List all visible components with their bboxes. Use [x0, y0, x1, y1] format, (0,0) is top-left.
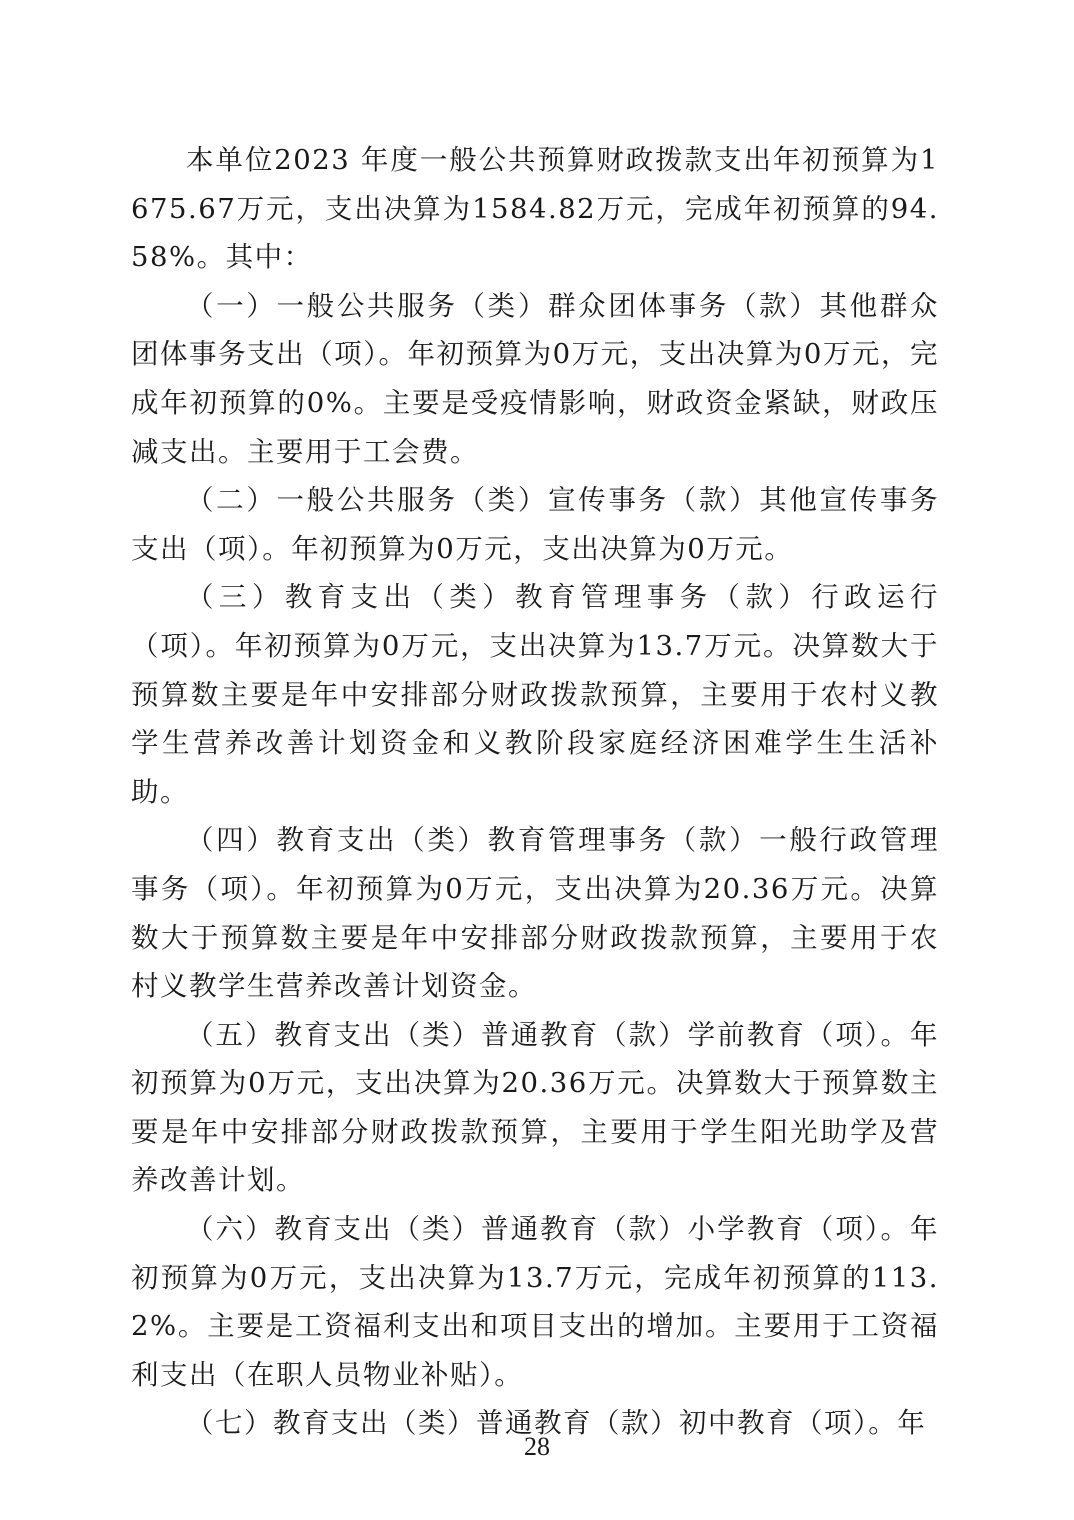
paragraph-summary: 本单位2023 年度一般公共预算财政拨款支出年初预算为1675.67万元，支出决算为1584.82万元，完成年初预算的94.58%。其中： [131, 144, 939, 274]
paragraph-item-6: （六）教育支出（类）普通教育（款）小学教育（项）。年初预算为0万元，支出决算为13.7万元，完成年初预算的113.2%。主要是工资福利支出和项目支出的增加。主要用于工资福利支出（在职人员物业补贴）。 [131, 1213, 939, 1391]
paragraph-item-5: （五）教育支出（类）普通教育（款）学前教育（项）。年初预算为0万元，支出决算为20.36万元。决算数大于预算数主要是年中安排部分财政拨款预算，主要用于学生阳光助学及营养改善计划。 [131, 1018, 939, 1197]
paragraph-item-4: （四）教育支出（类）教育管理事务（款）一般行政管理事务（项）。年初预算为0万元，支出决算为20.36万元。决算数大于预算数主要是年中安排部分财政拨款预算，主要用于农村义教学生营养改善计划资金。 [131, 824, 939, 1003]
paragraph-item-1: （一）一般公共服务（类）群众团体事务（款）其他群众团体事务支出（项）。年初预算为0万元，支出决算为0万元，完成年初预算的0%。主要是受疫情影响，财政资金紧缺，财政压减支出。主要用于工会费。 [131, 289, 939, 468]
page-body [131, 136, 939, 1448]
paragraph-item-3: （三）教育支出（类）教育管理事务（款）行政运行（项）。年初预算为0万元，支出决算为13.7万元。决算数大于预算数主要是年中安排部分财政拨款预算，主要用于农村义教学生营养改善计划资金和义教阶段家庭经济困难学生生活补助。 [131, 581, 939, 808]
paragraph-item-7: （七）教育支出（类）普通教育（款）初中教育（项）。年 [186, 1407, 927, 1440]
page-number: 28 [524, 1432, 550, 1461]
paragraph-item-2: （二）一般公共服务（类）宣传事务（款）其他宣传事务支出（项）。年初预算为0万元，支出决算为0万元。 [131, 484, 939, 565]
